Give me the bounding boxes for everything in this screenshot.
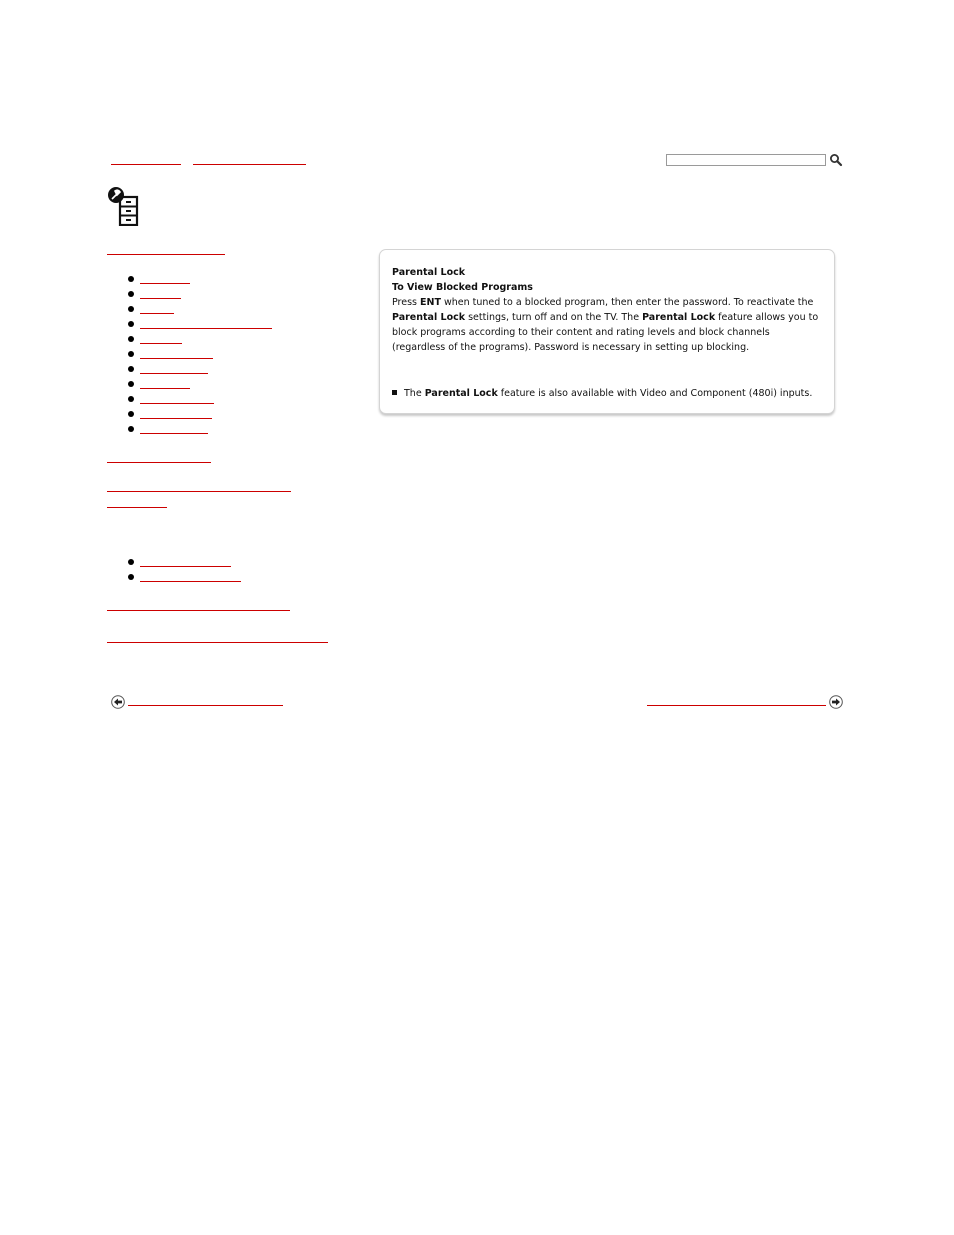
note-bullet [392, 390, 397, 395]
description-paragraph: Press ENT when tuned to a blocked program, then enter the password. To reactivate the Parental Lock settings, turn off and on the TV. The Parental Lock feature allows you to block programs according to their content and rating levels and block channels (regardless of the programs). Password is necessary in setting up blocking. [392, 297, 819, 353]
next-link[interactable] [647, 705, 826, 706]
nav-section-link-4[interactable] [107, 610, 290, 611]
note-text: The Parental Lock feature is also available with Video and Component (480i) inputs. [404, 388, 813, 399]
nav-section-link-3-cont[interactable] [107, 507, 167, 508]
breadcrumb-link-1[interactable] [111, 164, 181, 165]
nav-section-link-5[interactable] [107, 642, 328, 643]
search-input[interactable] [666, 154, 826, 166]
nav-section-link-3[interactable] [107, 491, 291, 492]
section-heading: Parental Lock [392, 267, 466, 278]
next-button[interactable] [829, 694, 843, 708]
nav-section-link-1[interactable] [107, 254, 225, 255]
nav-section-link-2[interactable] [107, 462, 211, 463]
section-subheading: To View Blocked Programs [392, 282, 533, 293]
prev-link[interactable] [128, 705, 283, 706]
magnifier-icon [829, 153, 843, 167]
prev-button[interactable] [111, 694, 125, 708]
breadcrumb-link-2[interactable] [193, 164, 306, 165]
search-button[interactable] [829, 152, 843, 166]
arrow-right-icon [829, 695, 843, 709]
wrench-cabinet-icon [106, 186, 148, 226]
arrow-left-icon [111, 695, 125, 709]
